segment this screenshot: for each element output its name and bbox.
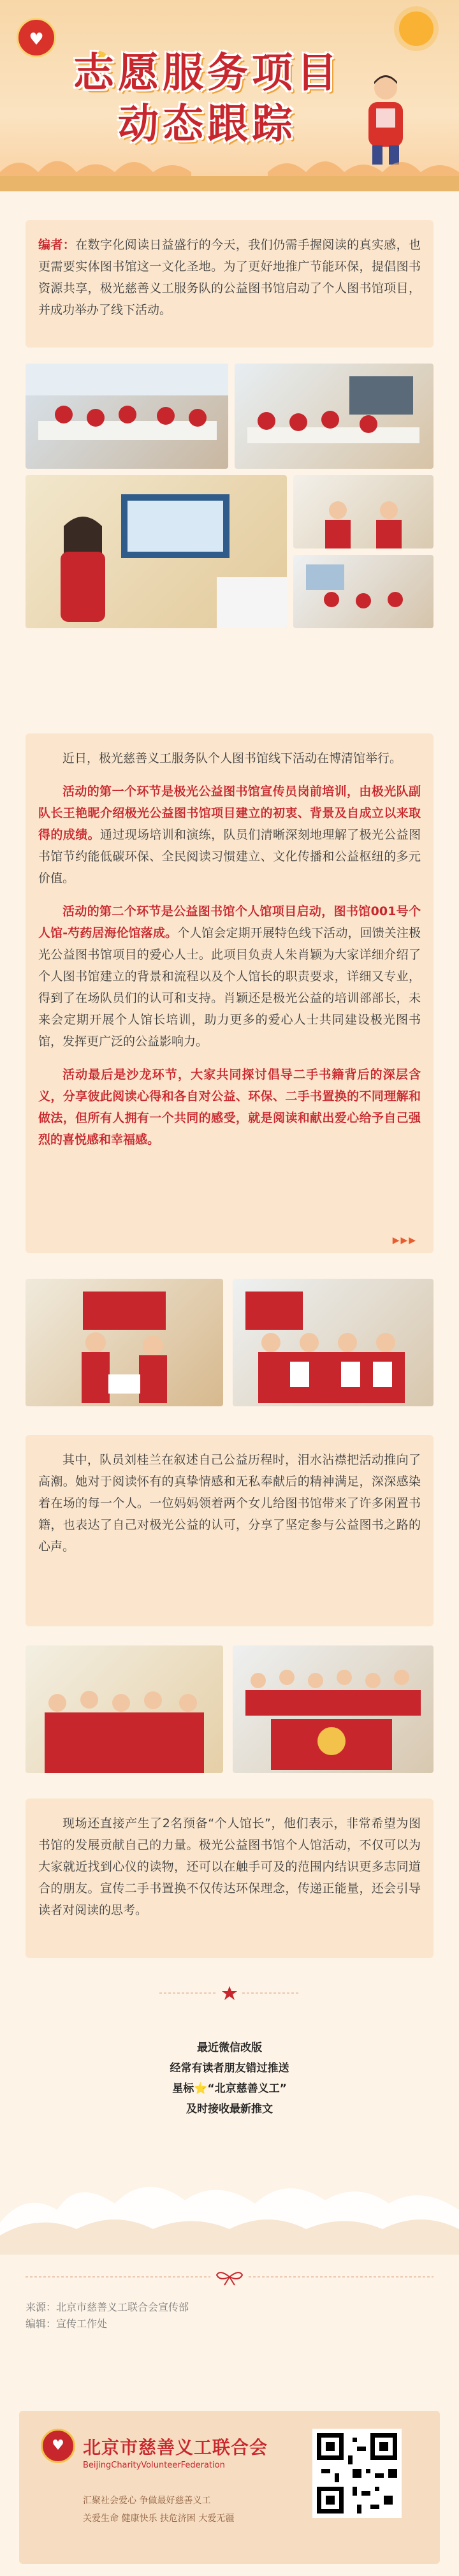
paragraph-5: 其中，队员刘桂兰在叙述自己公益历程时，泪水沾襟把活动推向了高潮。她对于阅读怀有的真挚情感和无私奉献后的精神满足，深深感染着在场的每一个人。一位妈妈领着两个女儿给图书馆带来了许多闲置书籍，也表达了自己对极光公益的认可，分享了坚定参与公益图书之路的心声。 bbox=[38, 1453, 421, 1554]
intro-text: 在数字化阅读日益盛行的今天，我们仍需手握阅读的真实感，也更需要实体图书馆这一文化圣地。为了更好地推广节能环保，提倡图书资源共享，极光慈善义工服务队的公益图书馆启动了个人图书馆项目，并成功举办了线下活动。 bbox=[38, 238, 421, 317]
photo-training-1 bbox=[26, 364, 228, 469]
article-body-1 bbox=[26, 733, 433, 1253]
notice-line-2: 经常有读者朋友错过推送 bbox=[170, 2062, 289, 2075]
org-name-en: BeijingCharityVolunteerFederation bbox=[83, 2461, 225, 2470]
banner-ground bbox=[0, 176, 459, 191]
photo-group-1 bbox=[26, 1645, 223, 1773]
org-logo-icon: ♥ bbox=[41, 2429, 75, 2463]
subscribe-notice bbox=[26, 2038, 433, 2119]
banner-title-line1: 志愿服务项目 bbox=[73, 50, 341, 97]
notice-line-3: 星标⭐“北京慈善义工” bbox=[172, 2082, 287, 2095]
photo-group-banner bbox=[233, 1645, 433, 1773]
article-body-3 bbox=[26, 1799, 433, 1958]
sun-icon bbox=[399, 11, 433, 46]
org-footer-panel bbox=[19, 2411, 440, 2564]
notice-line-1: 最近微信改版 bbox=[197, 2042, 262, 2054]
volunteer-logo-icon: ♥ bbox=[17, 18, 56, 57]
source-line: 来源：北京市慈善义工联合会宣传部 bbox=[26, 2301, 189, 2313]
article-body-2 bbox=[26, 1435, 433, 1626]
photo-group-certificates bbox=[233, 1279, 433, 1406]
bow-divider bbox=[0, 2267, 459, 2286]
photo-volunteers-1 bbox=[293, 475, 433, 548]
star-divider bbox=[0, 1984, 459, 2003]
cloud-decoration bbox=[0, 2165, 459, 2255]
arrow-decoration: ▶▶▶ bbox=[392, 1235, 417, 1246]
editor-line: 编辑：宣传工作处 bbox=[26, 2318, 108, 2330]
photo-presentation-table bbox=[26, 1279, 223, 1406]
paragraph-6: 现场还直接产生了2名预备“个人馆长”，他们表示，非常希望为图书馆的发展贡献自己的力量。极光公益图书馆个人馆活动，不仅可以为大家就近找到心仪的读物，还可以在触手可及的范围内结识更多志同道合的朋友。宣传二手书置换不仅传达环保理念，传递正能量，还会引导读者对阅读的思考。 bbox=[38, 1816, 421, 1917]
paragraph-3-highlight: 活动的第二个环节是公益图书馆个人馆项目启动，图书馆001号个人馆-芍药居海伦馆落成。 bbox=[38, 904, 421, 940]
qr-code-icon bbox=[312, 2429, 402, 2518]
notice-line-4: 及时接收最新推文 bbox=[186, 2103, 273, 2116]
header-banner bbox=[0, 0, 459, 191]
editor-intro bbox=[26, 220, 433, 348]
paragraph-2-highlight: 活动的第一个环节是极光公益图书馆宣传员岗前培训，由极光队副队长王艳昵介绍极光公益图书馆项目建立的初衷、背景及自成立以来取得的成绩。 bbox=[38, 784, 421, 842]
banner-title bbox=[57, 48, 357, 150]
paragraph-1: 近日，极光慈善义工服务队个人图书馆线下活动在博清馆举行。 bbox=[62, 751, 402, 765]
org-slogan-1: 汇聚社会爱心 争做最好慈善义工 bbox=[83, 2496, 211, 2506]
paragraph-4-highlight: 活动最后是沙龙环节，大家共同探讨倡导二手书籍背后的深层含义，分享彼此阅读心得和各自对公益、环保、二手书置换的不同理解和做法，但所有人拥有一个共同的感受，就是阅读和献出爱心给予自己强烈的喜悦感和幸福感。 bbox=[38, 1068, 421, 1147]
banner-title-line2: 动态跟踪 bbox=[118, 101, 296, 148]
photo-presenter bbox=[26, 475, 287, 628]
paragraph-3-rest: 个人馆会定期开展特色线下活动，回馈关注极光公益图书馆项目的爱心人士。此项目负责人朱肖颖为大家详细介绍了个人图书馆建立的背景和流程以及个人馆长的职责要求，详细又专业，得到了在场队员们的认可和支持。肖颖还是极光公益的培训部部长，未来会定期开展个人馆长培训，助力更多的爱心人士共同建设极光图书馆，发挥更广泛的公益影响力。 bbox=[38, 926, 421, 1049]
org-name-cn: 北京市慈善义工联合会 bbox=[83, 2437, 268, 2458]
org-slogan-2: 关爱生命 健康快乐 扶危济困 大爱无疆 bbox=[83, 2513, 235, 2524]
photo-training-2 bbox=[235, 364, 433, 469]
intro-lead: 编者： bbox=[38, 238, 76, 252]
photo-volunteers-2 bbox=[293, 555, 433, 628]
source-credits bbox=[26, 2299, 189, 2332]
paragraph-2-rest: 通过现场培训和演练，队员们清晰深刻地理解了极光公益图书馆节约能低碳环保、全民阅读习惯建立、文化传播和公益枢纽的多元价值。 bbox=[38, 828, 421, 885]
